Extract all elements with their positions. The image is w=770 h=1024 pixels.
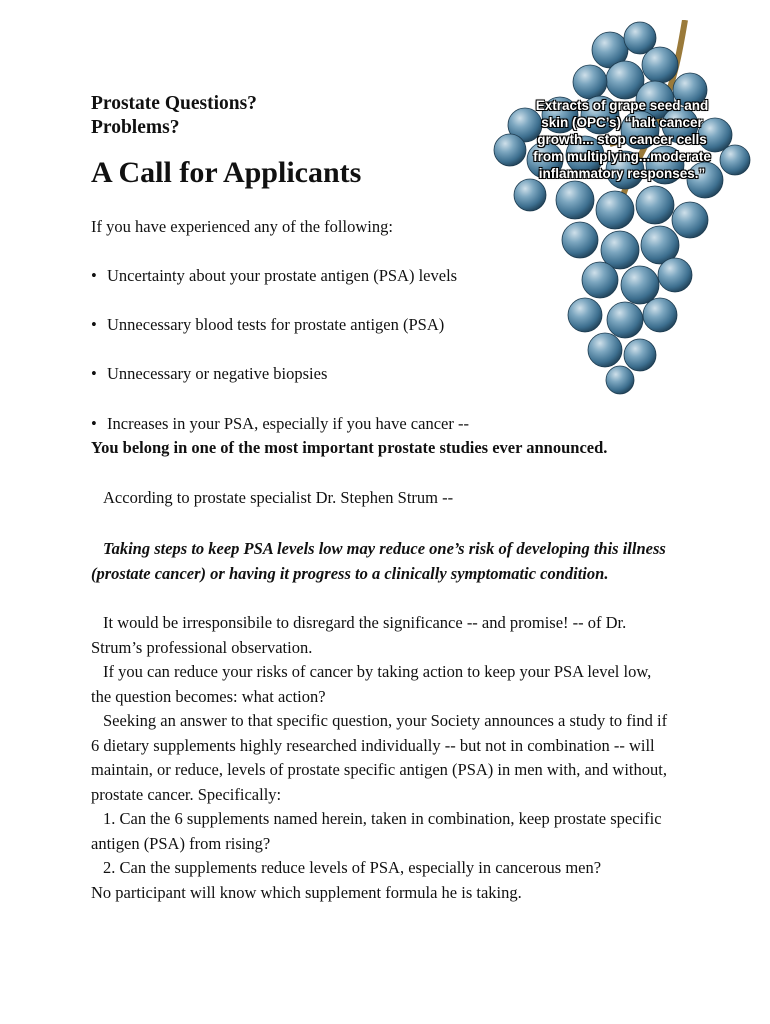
list-item (91, 315, 444, 335)
belong-statement: You belong in one of the most important prostate studies ever announced. (91, 438, 608, 457)
bullet-icon: • (91, 315, 97, 334)
paragraph: Seeking an answer to that specific question, your Society announces a study to find if 6 dietary supplements highly researched individually -- but not in combination -- will maintain, or reduce, levels of prostate specific antigen (PSA) in men with, and without, prostate cancer. Specifically: (91, 711, 668, 804)
grape-cluster-icon (480, 20, 770, 400)
question-1: 1. Can the 6 supplements named herein, taken in combination, keep prostate specific antigen (PSA) from rising? (91, 809, 662, 853)
bullet-icon: • (91, 266, 97, 285)
list-item-text: Uncertainty about your prostate antigen (PSA) levels (107, 266, 458, 285)
strum-quote: Taking steps to keep PSA levels low may reduce one’s risk of developing this illness (prostate cancer) or having it progress to a clinically symptomatic condition. (91, 539, 666, 583)
closing-line: No participant will know which supplement formula he is taking. (91, 882, 522, 902)
header-line-1: Prostate Questions? (91, 93, 257, 114)
specialist-line: According to prostate specialist Dr. Stephen Strum -- (103, 488, 454, 507)
body-text (91, 611, 671, 905)
paragraph: It would be irresponsibile to disregard the significance -- and promise! -- of Dr. Strum’s professional observation. (91, 613, 627, 657)
list-item-text: Unnecessary or negative biopsies (107, 364, 328, 383)
question-2: 2. Can the supplements reduce levels of PSA, especially in cancerous men? (103, 858, 602, 877)
bullet-icon: • (91, 364, 97, 383)
page-title: A Call for Applicants (91, 156, 362, 189)
intro-text: If you have experienced any of the following: (91, 217, 393, 236)
paragraph: If you can reduce your risks of cancer by taking action to keep your PSA level low, the question becomes: what action? (91, 662, 652, 706)
list-item (91, 414, 469, 434)
bullet-icon: • (91, 414, 97, 433)
grape-caption: Extracts of grape seed and skin (OPC’s) “halt cancer growth... stop cancer cells from multiplying...moderate inflammatory responses.” (533, 98, 711, 181)
list-item-text: Increases in your PSA, especially if you have cancer -- (107, 414, 469, 433)
header-line-2: Problems? (91, 117, 180, 138)
list-item (91, 364, 327, 384)
list-item (91, 266, 457, 286)
list-item-text: Unnecessary blood tests for prostate antigen (PSA) (107, 315, 445, 334)
header-questions (91, 92, 257, 140)
